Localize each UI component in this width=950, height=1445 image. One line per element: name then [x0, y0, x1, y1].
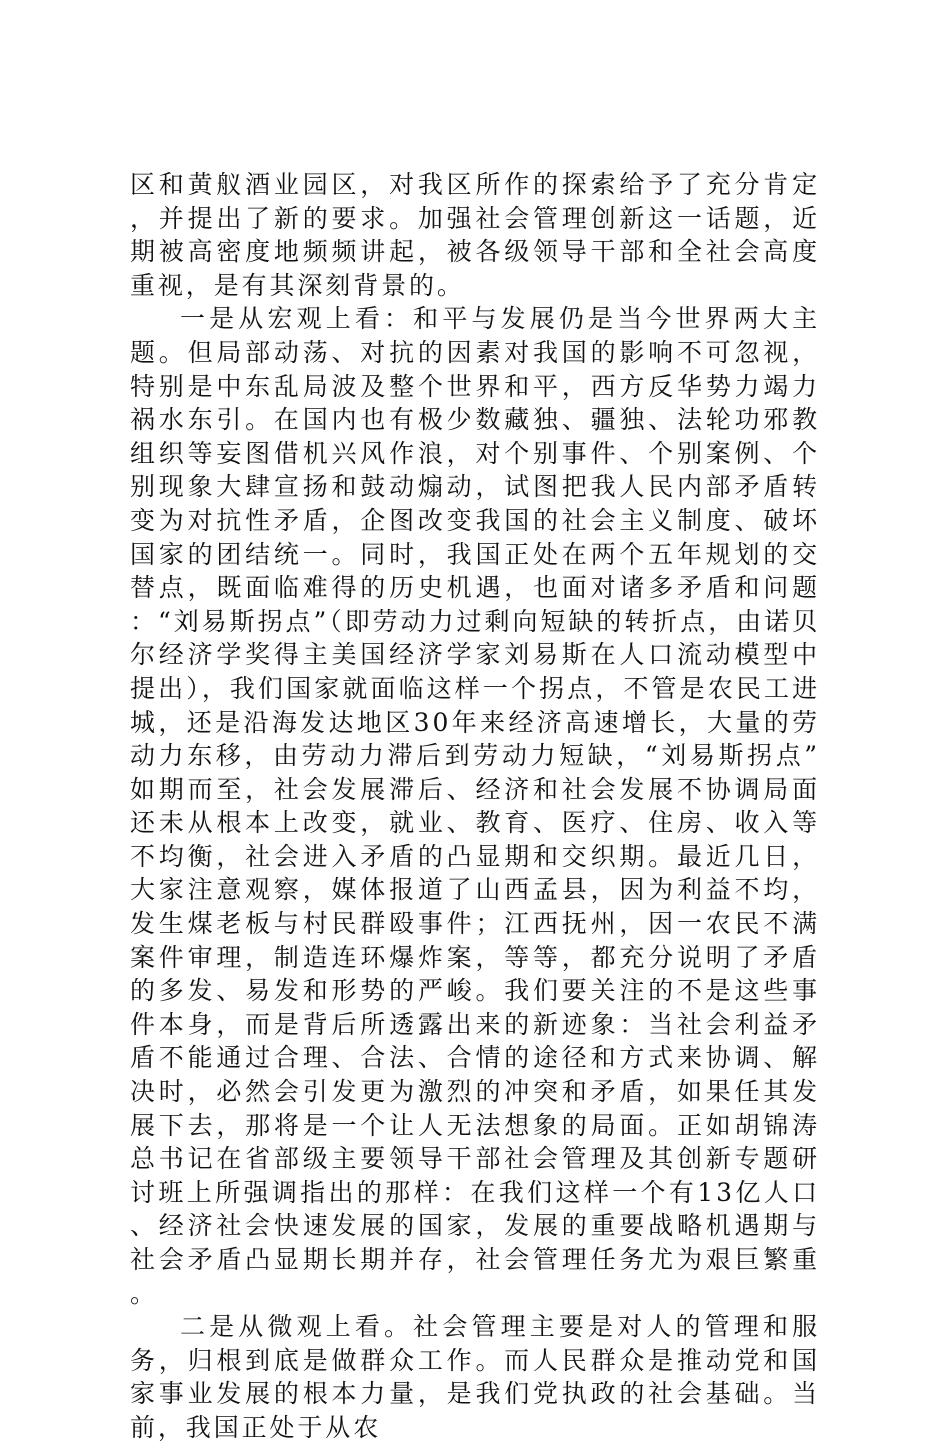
paragraph-context-intro: 区和黄舣酒业园区，对我区所作的探索给予了充分肯定，并提出了新的要求。加强社会管理创新这一话题，近期被高密度地频频讲起，被各级领导干部和全社会高度重视，是有其深刻背景的。: [130, 170, 820, 300]
document-body: [130, 168, 820, 1445]
paragraph-macro-view: 一是从宏观上看：和平与发展仍是当今世界两大主题。但局部动荡、对抗的因素对我国的影响不可忽视，特别是中东乱局波及整个世界和平，西方反华势力竭力祸水东引。在国内也有极少数藏独、疆独、法轮功邪教组织等妄图借机兴风作浪，对个别事件、个别案例、个别现象大肆宣扬和鼓动煽动，试图把我人民内部矛盾转变为对抗性矛盾，企图改变我国的社会主义制度、破坏国家的团结统一。同时，我国正处在两个五年规划的交替点，既面临难得的历史机遇，也面对诸多矛盾和问题：“刘易斯拐点”（即劳动力过剩向短缺的转折点，由诺贝尔经济学奖得主美国经济学家刘易斯在人口流动模型中提出），我们国家就面临这样一个拐点，不管是农民工进城，还是沿海发达地区30年来经济高速增长，大量的劳动力东移，由劳动力滞后到劳动力短缺，“刘易斯拐点”如期而至，社会发展滞后、经济和社会发展不协调局面还未从根本上改变，就业、教育、医疗、住房、收入等不均衡，社会进入矛盾的凸显期和交织期。最近几日，大家注意观察，媒体报道了山西孟县，因为利益不均，发生煤老板与村民群殴事件；江西抚州，因一农民不满案件审理，制造连环爆炸案，等等，都充分说明了矛盾的多发、易发和形势的严峻。我们要关注的不是这些事件本身，而是背后所透露出来的新迹象：当社会利益矛盾不能通过合理、合法、合情的途径和方式来协调、解决时，必然会引发更为激烈的冲突和矛盾，如果任其发展下去，那将是一个让人无法想象的局面。正如胡锦涛总书记在省部级主要领导干部社会管理及其创新专题研讨班上所强调指出的那样：在我们这样一个有13亿人口、经济社会快速发展的国家，发展的重要战略机遇期与社会矛盾凸显期长期并存，社会管理任务尤为艰巨繁重。: [130, 304, 820, 1308]
paragraph-micro-view: 二是从微观上看。社会管理主要是对人的管理和服务，归根到底是做群众工作。而人民群众是推动党和国家事业发展的根本力量，是我们党执政的社会基础。当前，我国正处于从农: [130, 1312, 820, 1442]
